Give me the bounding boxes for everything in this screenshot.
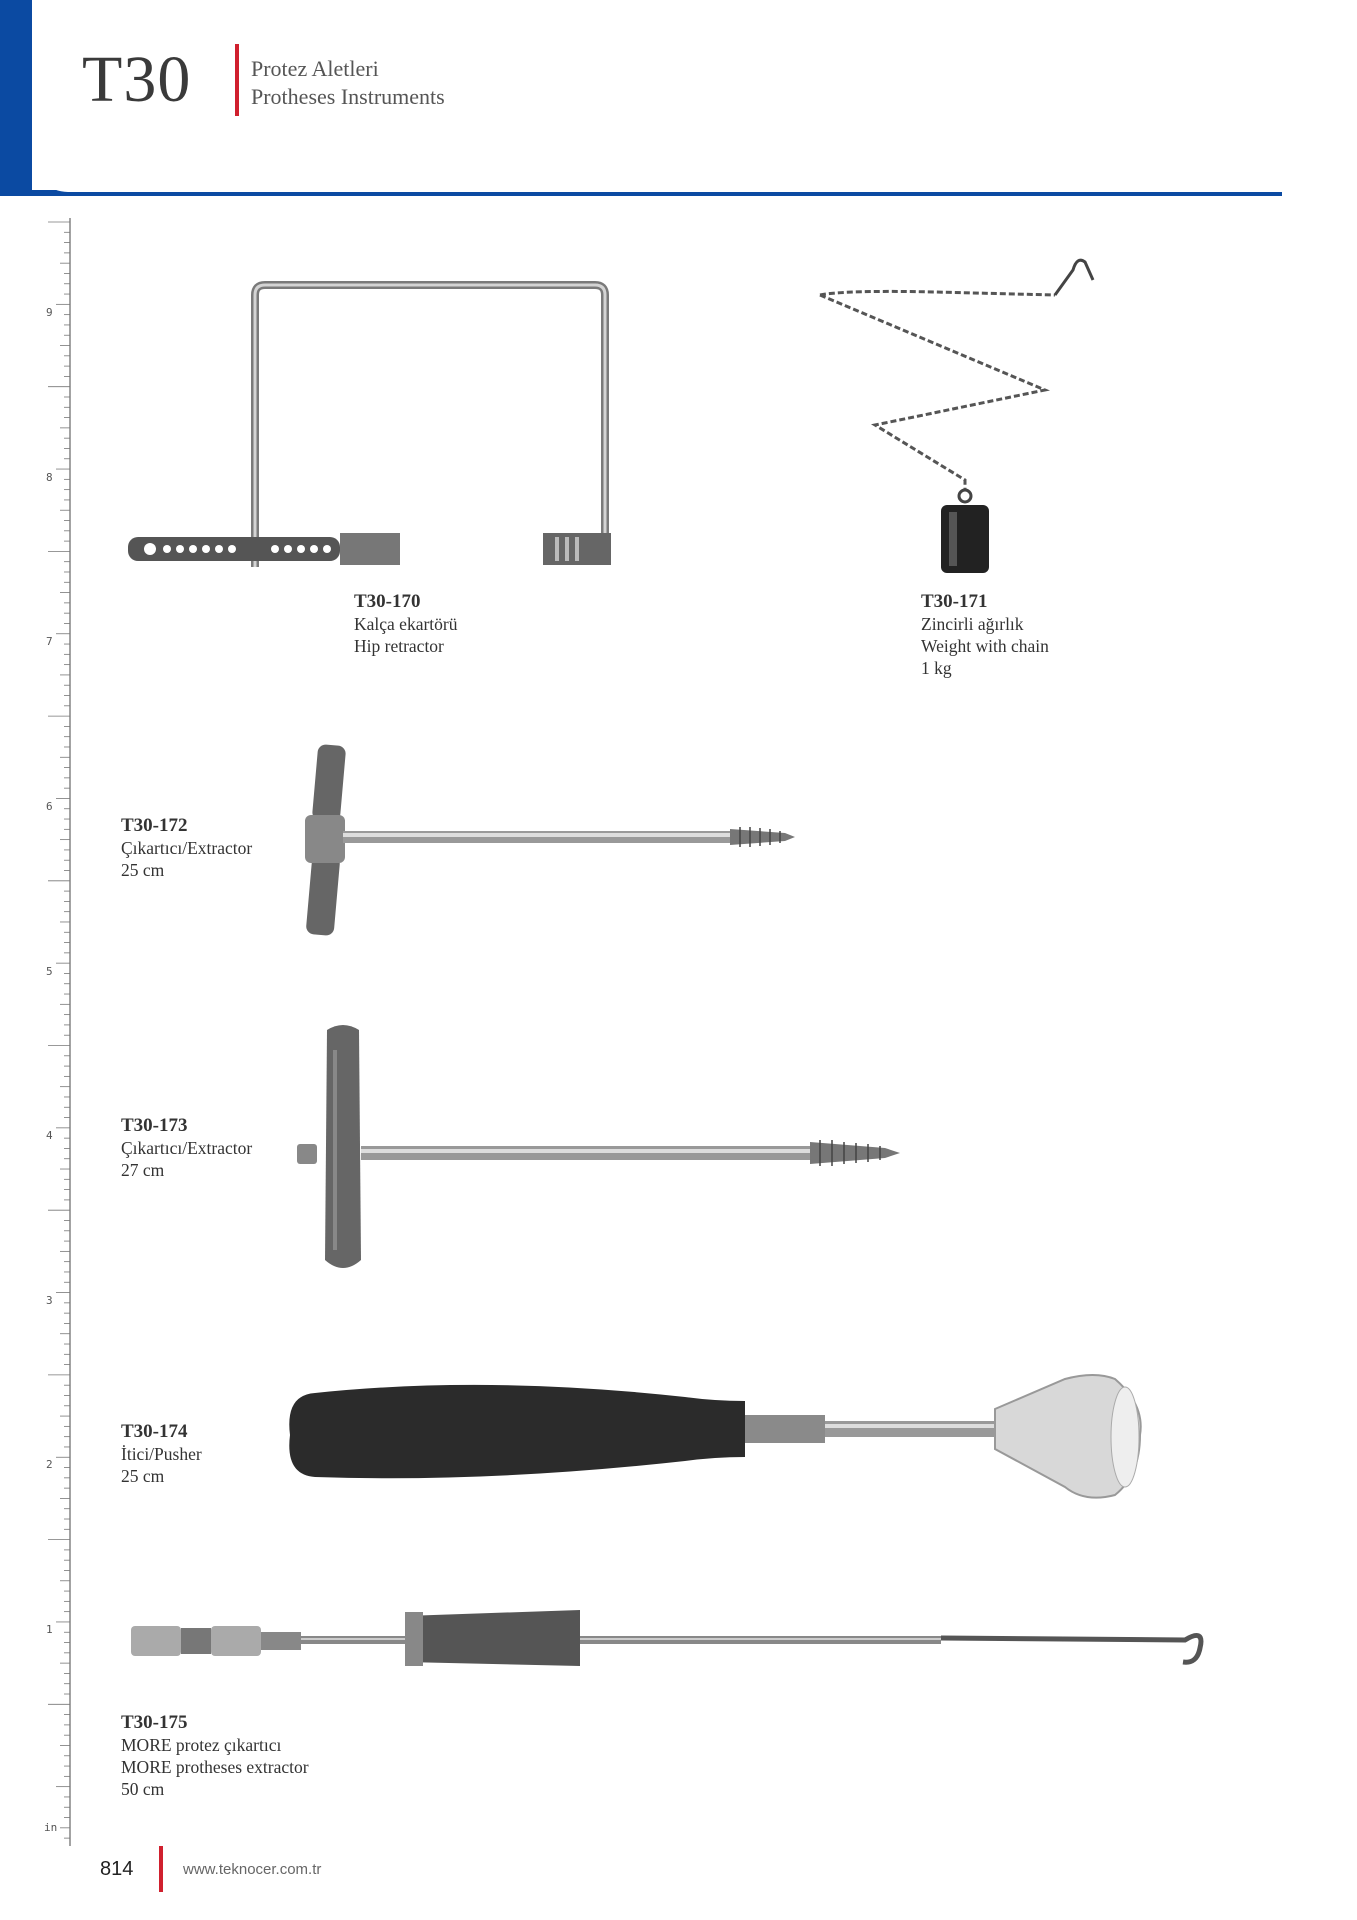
footer-website-link[interactable]: www.teknocer.com.tr <box>183 1861 322 1878</box>
ruler-label-7: 7 <box>46 635 53 648</box>
product-code: T30-171 <box>921 591 988 612</box>
product-desc: Çıkartıcı/Extractor <box>121 1138 253 1158</box>
ruler-label-8: 8 <box>46 471 53 484</box>
product-label-t30-174 <box>121 1421 202 1487</box>
ruler-label-1: 1 <box>46 1623 53 1636</box>
ruler-label-3: 3 <box>46 1294 53 1307</box>
product-desc: Çıkartıcı/Extractor <box>121 838 253 858</box>
product-label-t30-171 <box>921 591 1049 679</box>
header-blue-tab <box>0 0 32 196</box>
product-desc-tr: Kalça ekartörü <box>354 614 458 634</box>
product-code: T30-174 <box>121 1421 188 1442</box>
pusher-image <box>285 1365 1220 1515</box>
extractor-173-image <box>285 1020 910 1280</box>
product-desc: İtici/Pusher <box>121 1444 202 1464</box>
product-desc-en: MORE protheses extractor <box>121 1757 309 1777</box>
product-spec: 1 kg <box>921 658 952 678</box>
ruler-ticks <box>48 222 70 1846</box>
header-card <box>32 0 1282 192</box>
product-code: T30-175 <box>121 1712 188 1733</box>
inch-ruler <box>28 218 73 1846</box>
product-desc-en: Weight with chain <box>921 636 1049 656</box>
product-desc-tr: Zincirli ağırlık <box>921 614 1024 634</box>
extractor-172-image <box>285 735 805 945</box>
product-desc-en: Hip retractor <box>354 636 444 656</box>
product-spec: 25 cm <box>121 1466 165 1486</box>
product-code: T30-172 <box>121 815 188 836</box>
product-label-t30-170 <box>354 591 457 657</box>
footer-separator <box>159 1846 163 1892</box>
ruler-graphic <box>28 218 73 1846</box>
header-separator <box>235 44 239 116</box>
product-label-t30-172 <box>121 815 252 881</box>
weight-with-chain-image <box>815 250 1105 580</box>
product-spec: 27 cm <box>121 1160 165 1180</box>
product-spec: 25 cm <box>121 860 165 880</box>
section-title-tr: Protez Aletleri <box>251 56 379 81</box>
section-title-en: Protheses Instruments <box>251 84 445 109</box>
product-spec: 50 cm <box>121 1779 165 1799</box>
ruler-label-4: 4 <box>46 1129 53 1142</box>
product-label-t30-173 <box>121 1115 252 1181</box>
ruler-label-6: 6 <box>46 800 53 813</box>
ruler-unit-label: in <box>44 1821 58 1834</box>
more-extractor-image <box>125 1600 1225 1680</box>
product-label-t30-175 <box>121 1712 309 1800</box>
page-number: 814 <box>100 1858 134 1880</box>
hip-retractor-image <box>125 275 625 575</box>
ruler-label-2: 2 <box>46 1458 53 1471</box>
section-code: T30 <box>82 43 192 116</box>
product-code: T30-173 <box>121 1115 188 1136</box>
product-desc-tr: MORE protez çıkartıcı <box>121 1735 282 1755</box>
ruler-label-5: 5 <box>46 965 53 978</box>
product-code: T30-170 <box>354 591 421 612</box>
ruler-label-9: 9 <box>46 306 53 319</box>
